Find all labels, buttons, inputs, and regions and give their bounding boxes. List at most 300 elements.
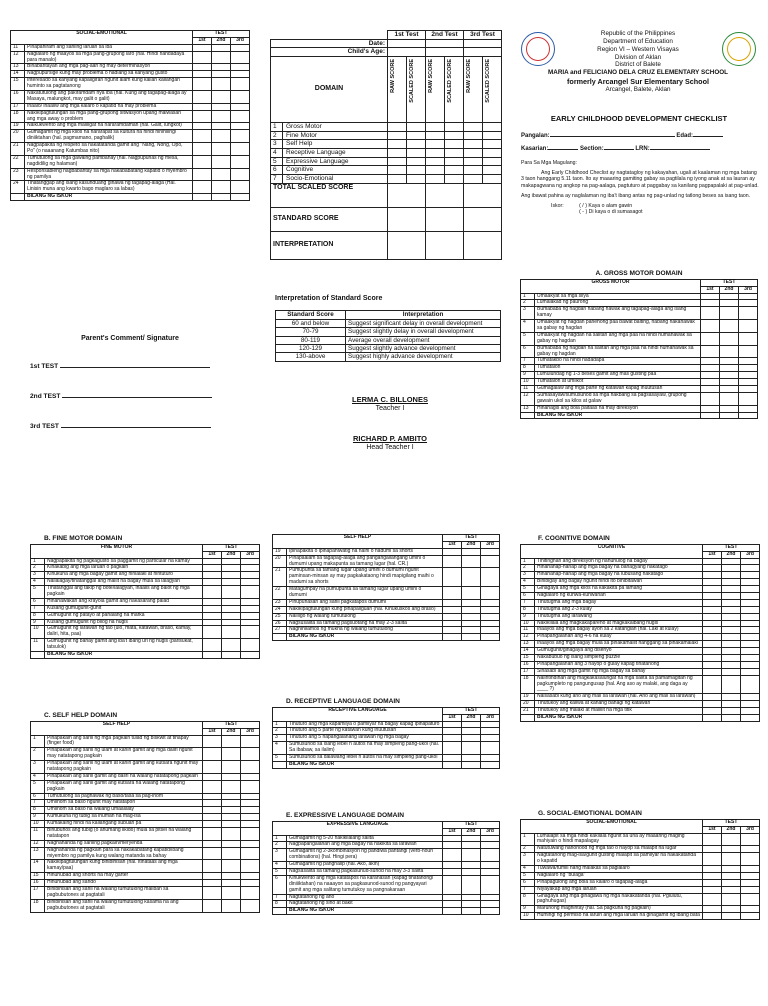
score-cell[interactable] [241,572,260,579]
total-cell[interactable] [481,908,500,915]
score-cell[interactable] [739,358,758,365]
score-cell[interactable] [741,613,760,620]
score-cell[interactable] [193,123,212,130]
score-cell[interactable] [720,379,739,386]
score-cell[interactable] [203,735,222,748]
score-cell[interactable] [722,661,741,668]
score-cell[interactable] [741,833,760,846]
score-cell[interactable] [212,78,231,91]
score-cell[interactable] [443,849,462,862]
score-cell[interactable] [481,755,500,762]
score-cell[interactable] [443,627,462,634]
score-cell[interactable] [203,773,222,780]
score-cell[interactable] [481,894,500,901]
score-cell[interactable] [212,71,231,78]
score-cell[interactable] [483,140,502,149]
score-cell[interactable] [720,332,739,345]
score-cell[interactable] [443,599,462,606]
total-cell[interactable] [703,715,722,722]
score-cell[interactable] [720,307,739,320]
score-cell[interactable] [462,613,481,620]
score-cell[interactable] [703,833,722,846]
score-cell[interactable] [241,840,260,847]
score-cell[interactable] [222,579,241,586]
score-cell[interactable] [203,807,222,814]
score-cell[interactable] [741,913,760,920]
score-cell[interactable] [703,675,722,694]
score-cell[interactable] [703,846,722,853]
score-cell[interactable] [703,668,722,675]
score-cell[interactable] [203,780,222,793]
score-cell[interactable] [241,780,260,793]
score-cell[interactable] [203,558,222,565]
score-cell[interactable] [212,155,231,168]
score-cell[interactable] [703,655,722,662]
score-cell[interactable] [462,587,481,600]
score-cell[interactable] [241,761,260,774]
total-cell[interactable] [462,634,481,641]
score-cell[interactable] [203,847,222,860]
score-cell[interactable] [741,565,760,572]
score-cell[interactable] [462,599,481,606]
score-cell[interactable] [445,174,464,183]
score-cell[interactable] [222,780,241,793]
score-cell[interactable] [241,558,260,565]
score-cell[interactable] [193,64,212,71]
score-cell[interactable] [222,847,241,860]
score-cell[interactable] [231,44,250,51]
score-cell[interactable] [241,639,260,652]
score-cell[interactable] [462,742,481,755]
score-cell[interactable] [739,365,758,372]
score-cell[interactable] [203,565,222,572]
score-cell[interactable] [481,728,500,735]
score-cell[interactable] [443,620,462,627]
score-cell[interactable] [481,735,500,742]
score-cell[interactable] [481,835,500,842]
score-cell[interactable] [722,886,741,893]
score-cell[interactable] [722,572,741,579]
score-cell[interactable] [703,853,722,866]
score-cell[interactable] [443,842,462,849]
score-cell[interactable] [443,728,462,735]
total-cell[interactable] [222,652,241,659]
score-cell[interactable] [722,655,741,662]
score-cell[interactable] [703,879,722,886]
score-cell[interactable] [464,131,483,140]
score-cell[interactable] [722,627,741,634]
score-cell[interactable] [720,365,739,372]
score-cell[interactable] [703,572,722,579]
score-cell[interactable] [462,606,481,613]
score-cell[interactable] [203,598,222,605]
score-cell[interactable] [203,800,222,807]
score-cell[interactable] [443,548,462,555]
score-cell[interactable] [231,168,250,181]
score-cell[interactable] [481,849,500,862]
score-cell[interactable] [464,140,483,149]
score-cell[interactable] [722,866,741,873]
score-cell[interactable] [212,168,231,181]
parent-line-1[interactable]: 1st TEST [30,363,230,371]
score-cell[interactable] [426,174,445,183]
score-cell[interactable] [722,641,741,648]
score-cell[interactable] [388,157,407,166]
score-cell[interactable] [701,293,720,300]
score-cell[interactable] [231,51,250,64]
score-cell[interactable] [464,166,483,175]
score-cell[interactable] [231,78,250,91]
score-cell[interactable] [741,879,760,886]
score-cell[interactable] [426,131,445,140]
score-cell[interactable] [703,866,722,873]
score-cell[interactable] [212,51,231,64]
score-cell[interactable] [203,887,222,900]
score-cell[interactable] [443,735,462,742]
score-cell[interactable] [241,565,260,572]
score-cell[interactable] [388,131,407,140]
score-cell[interactable] [481,869,500,876]
score-cell[interactable] [703,641,722,648]
score-cell[interactable] [241,735,260,748]
score-cell[interactable] [741,655,760,662]
score-cell[interactable] [703,708,722,715]
total-cell[interactable] [722,715,741,722]
score-cell[interactable] [407,140,426,149]
score-cell[interactable] [388,174,407,183]
score-cell[interactable] [426,166,445,175]
score-cell[interactable] [741,586,760,593]
score-cell[interactable] [703,579,722,586]
score-cell[interactable] [703,886,722,893]
score-cell[interactable] [203,748,222,761]
score-cell[interactable] [231,143,250,156]
score-cell[interactable] [462,849,481,862]
score-cell[interactable] [231,110,250,123]
score-cell[interactable] [231,71,250,78]
score-cell[interactable] [193,51,212,64]
score-cell[interactable] [722,613,741,620]
score-cell[interactable] [703,627,722,634]
score-cell[interactable] [222,761,241,774]
score-cell[interactable] [720,405,739,412]
score-cell[interactable] [701,379,720,386]
score-cell[interactable] [222,586,241,599]
score-cell[interactable] [231,64,250,71]
score-cell[interactable] [720,386,739,393]
score-cell[interactable] [741,886,760,893]
score-cell[interactable] [720,372,739,379]
score-cell[interactable] [481,721,500,728]
score-cell[interactable] [222,735,241,748]
score-cell[interactable] [203,612,222,619]
score-cell[interactable] [462,627,481,634]
score-cell[interactable] [701,392,720,405]
score-cell[interactable] [741,648,760,655]
score-cell[interactable] [739,405,758,412]
score-cell[interactable] [481,627,500,634]
score-cell[interactable] [720,358,739,365]
score-cell[interactable] [222,860,241,873]
score-cell[interactable] [462,721,481,728]
score-cell[interactable] [212,130,231,143]
score-cell[interactable] [241,847,260,860]
score-cell[interactable] [445,140,464,149]
score-cell[interactable] [703,634,722,641]
total-cell[interactable] [203,652,222,659]
score-cell[interactable] [193,181,212,194]
score-cell[interactable] [193,143,212,156]
score-cell[interactable] [222,598,241,605]
total-cell[interactable] [241,652,260,659]
score-cell[interactable] [203,605,222,612]
score-cell[interactable] [462,901,481,908]
score-cell[interactable] [462,735,481,742]
score-cell[interactable] [703,620,722,627]
score-cell[interactable] [231,91,250,104]
score-cell[interactable] [701,332,720,345]
score-cell[interactable] [739,320,758,333]
parent-line-3[interactable]: 3rd TEST [30,423,230,431]
score-cell[interactable] [388,166,407,175]
score-cell[interactable] [212,103,231,110]
score-cell[interactable] [703,565,722,572]
score-cell[interactable] [741,906,760,913]
score-cell[interactable] [741,620,760,627]
score-cell[interactable] [722,565,741,572]
score-cell[interactable] [222,821,241,828]
score-cell[interactable] [722,634,741,641]
score-cell[interactable] [212,64,231,71]
score-cell[interactable] [703,606,722,613]
score-cell[interactable] [222,873,241,880]
score-cell[interactable] [222,793,241,800]
score-cell[interactable] [222,748,241,761]
score-cell[interactable] [722,694,741,701]
score-cell[interactable] [741,634,760,641]
score-cell[interactable] [462,894,481,901]
total-cell[interactable] [481,634,500,641]
score-cell[interactable] [741,694,760,701]
score-cell[interactable] [241,626,260,639]
score-cell[interactable] [407,174,426,183]
score-cell[interactable] [241,748,260,761]
total-cell[interactable] [741,715,760,722]
score-cell[interactable] [443,721,462,728]
score-cell[interactable] [483,166,502,175]
score-cell[interactable] [722,668,741,675]
score-cell[interactable] [222,558,241,565]
score-cell[interactable] [741,579,760,586]
score-cell[interactable] [701,386,720,393]
score-cell[interactable] [722,675,741,694]
score-cell[interactable] [212,91,231,104]
score-cell[interactable] [739,345,758,358]
score-cell[interactable] [231,103,250,110]
score-cell[interactable] [445,131,464,140]
score-cell[interactable] [241,880,260,887]
score-cell[interactable] [703,872,722,879]
score-cell[interactable] [222,807,241,814]
score-cell[interactable] [445,157,464,166]
score-cell[interactable] [703,893,722,906]
score-cell[interactable] [241,605,260,612]
score-cell[interactable] [722,879,741,886]
score-cell[interactable] [203,572,222,579]
score-cell[interactable] [193,103,212,110]
score-cell[interactable] [193,155,212,168]
score-cell[interactable] [481,613,500,620]
score-cell[interactable] [241,579,260,586]
score-cell[interactable] [481,875,500,894]
score-cell[interactable] [203,821,222,828]
score-cell[interactable] [443,555,462,568]
score-cell[interactable] [443,862,462,869]
score-cell[interactable] [462,728,481,735]
score-cell[interactable] [722,620,741,627]
score-cell[interactable] [212,181,231,194]
total-cell[interactable] [443,908,462,915]
score-cell[interactable] [241,860,260,873]
score-cell[interactable] [739,386,758,393]
score-cell[interactable] [222,800,241,807]
score-cell[interactable] [722,913,741,920]
score-cell[interactable] [739,392,758,405]
score-cell[interactable] [722,558,741,565]
score-cell[interactable] [481,901,500,908]
score-cell[interactable] [720,293,739,300]
score-cell[interactable] [443,568,462,587]
score-cell[interactable] [722,906,741,913]
score-cell[interactable] [464,122,483,131]
score-cell[interactable] [203,586,222,599]
score-cell[interactable] [722,853,741,866]
score-cell[interactable] [203,639,222,652]
score-cell[interactable] [703,661,722,668]
score-cell[interactable] [241,821,260,828]
score-cell[interactable] [481,742,500,755]
score-cell[interactable] [701,358,720,365]
score-cell[interactable] [720,320,739,333]
total-cell[interactable] [701,412,720,419]
score-cell[interactable] [407,166,426,175]
score-cell[interactable] [741,701,760,708]
total-cell[interactable] [462,908,481,915]
score-cell[interactable] [222,612,241,619]
score-cell[interactable] [462,862,481,869]
score-cell[interactable] [464,148,483,157]
score-cell[interactable] [464,174,483,183]
total-cell[interactable] [739,412,758,419]
score-cell[interactable] [222,619,241,626]
score-cell[interactable] [203,579,222,586]
score-cell[interactable] [426,140,445,149]
score-cell[interactable] [741,668,760,675]
score-cell[interactable] [445,166,464,175]
score-cell[interactable] [193,78,212,91]
score-cell[interactable] [231,181,250,194]
score-cell[interactable] [741,572,760,579]
score-cell[interactable] [703,701,722,708]
lrn-field[interactable] [650,149,710,150]
score-cell[interactable] [703,694,722,701]
score-cell[interactable] [222,626,241,639]
score-cell[interactable] [720,300,739,307]
score-cell[interactable] [231,155,250,168]
score-cell[interactable] [741,893,760,906]
score-cell[interactable] [481,842,500,849]
score-cell[interactable] [203,880,222,887]
score-cell[interactable] [443,869,462,876]
score-cell[interactable] [407,131,426,140]
score-cell[interactable] [701,300,720,307]
score-cell[interactable] [407,157,426,166]
score-cell[interactable] [241,828,260,841]
score-cell[interactable] [222,840,241,847]
score-cell[interactable] [203,873,222,880]
age-field[interactable] [693,136,723,137]
score-cell[interactable] [741,661,760,668]
score-cell[interactable] [462,875,481,894]
score-cell[interactable] [703,906,722,913]
score-cell[interactable] [445,122,464,131]
total-cell[interactable] [481,761,500,768]
score-cell[interactable] [222,887,241,900]
score-cell[interactable] [739,372,758,379]
score-cell[interactable] [701,345,720,358]
score-cell[interactable] [739,293,758,300]
score-cell[interactable] [741,599,760,606]
score-cell[interactable] [222,899,241,912]
total-cell[interactable] [443,761,462,768]
score-cell[interactable] [222,773,241,780]
score-cell[interactable] [741,593,760,600]
score-cell[interactable] [193,168,212,181]
score-cell[interactable] [388,122,407,131]
score-cell[interactable] [722,893,741,906]
score-cell[interactable] [741,708,760,715]
score-cell[interactable] [741,675,760,694]
score-cell[interactable] [464,157,483,166]
score-cell[interactable] [481,555,500,568]
score-cell[interactable] [443,613,462,620]
score-cell[interactable] [443,742,462,755]
score-cell[interactable] [241,773,260,780]
score-cell[interactable] [722,606,741,613]
score-cell[interactable] [212,44,231,51]
score-cell[interactable] [203,793,222,800]
score-cell[interactable] [222,572,241,579]
score-cell[interactable] [222,814,241,821]
score-cell[interactable] [741,846,760,853]
score-cell[interactable] [212,110,231,123]
score-cell[interactable] [443,875,462,894]
score-cell[interactable] [481,599,500,606]
score-cell[interactable] [741,606,760,613]
score-cell[interactable] [241,887,260,900]
score-cell[interactable] [722,833,741,846]
score-cell[interactable] [241,598,260,605]
score-cell[interactable] [462,620,481,627]
score-cell[interactable] [222,565,241,572]
score-cell[interactable] [483,157,502,166]
score-cell[interactable] [231,130,250,143]
score-cell[interactable] [203,619,222,626]
score-cell[interactable] [203,828,222,841]
score-cell[interactable] [388,140,407,149]
score-cell[interactable] [722,599,741,606]
score-cell[interactable] [703,648,722,655]
